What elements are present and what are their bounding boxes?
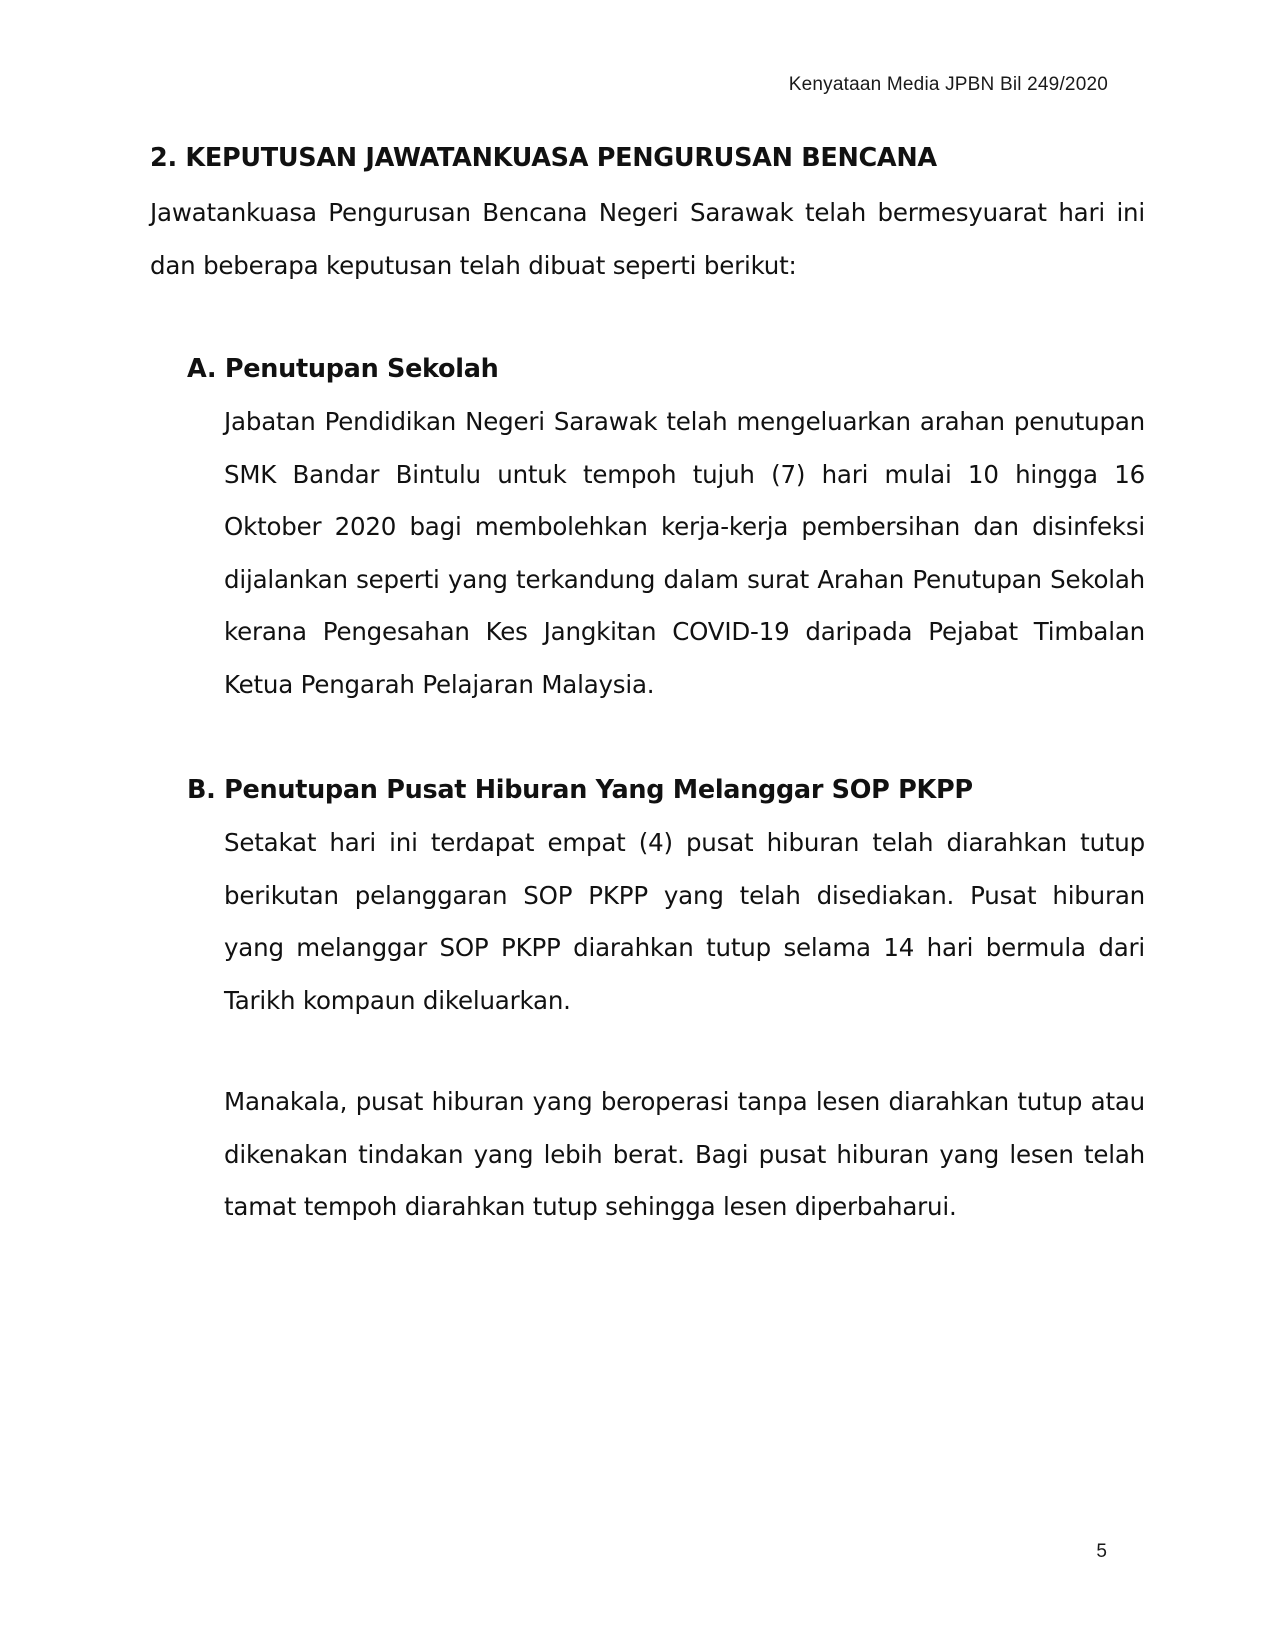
subsection-a-heading: A. Penutupan Sekolah (187, 354, 499, 384)
subsection-a-paragraph: Jabatan Pendidikan Negeri Sarawak telah mengeluarkan arahan penutupan SMK Bandar Bintulu untuk tempoh tujuh (7) hari mulai 10 hingga 16 Oktober 2020 bagi membolehkan kerja-kerja pembersihan dan disinfeksi dijalankan seperti yang terkandung dalam surat Arahan Penutupan Sekolah kerana Pengesahan Kes Jangkitan COVID-19 daripada Pejabat Timbalan Ketua Pengarah Pelajaran Malaysia. (224, 407, 1145, 699)
subsection-b-heading: B. Penutupan Pusat Hiburan Yang Melanggar SOP PKPP (187, 775, 973, 805)
page-number: 5 (1096, 1541, 1107, 1562)
section-intro-paragraph: Jawatankuasa Pengurusan Bencana Negeri Sarawak telah bermesyuarat hari ini dan beberapa keputusan telah dibuat seperti berikut: (150, 198, 1145, 280)
subsection-b-paragraph-1: Setakat hari ini terdapat empat (4) pusat hiburan telah diarahkan tutup berikutan pelanggaran SOP PKPP yang telah disediakan. Pusat hiburan yang melanggar SOP PKPP diarahkan tutup selama 14 hari bermula dari Tarikh kompaun dikeluarkan. (224, 828, 1145, 1015)
section-heading: 2. KEPUTUSAN JAWATANKUASA PENGURUSAN BENCANA (150, 143, 937, 173)
subsection-b-paragraph-2: Manakala, pusat hiburan yang beroperasi tanpa lesen diarahkan tutup atau dikenakan tindakan yang lebih berat. Bagi pusat hiburan yang lesen telah tamat tempoh diarahkan tutup sehingga lesen diperbaharui. (224, 1087, 1145, 1221)
document-reference: Kenyataan Media JPBN Bil 249/2020 (788, 74, 1108, 95)
